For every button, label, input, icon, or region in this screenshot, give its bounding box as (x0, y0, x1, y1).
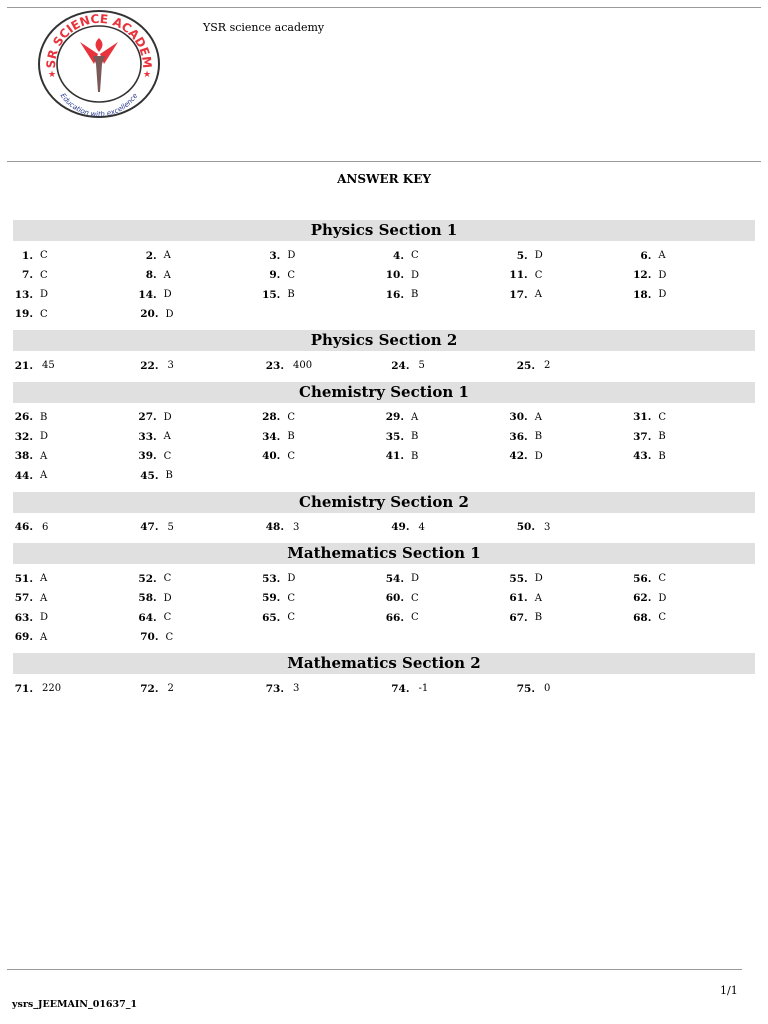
question-number: 2. (145, 249, 157, 262)
answer-value: 45 (42, 360, 55, 372)
answer-value: C (163, 573, 172, 585)
answer-item (631, 250, 755, 262)
answer-item (13, 592, 137, 604)
question-number: 28. (262, 411, 281, 424)
answer-value: D (163, 289, 172, 301)
answer-value: A (40, 592, 48, 604)
answer-value: B (40, 411, 48, 423)
section-heading: Chemistry Section 2 (13, 492, 755, 513)
question-number: 13. (14, 288, 33, 301)
answer-value: B (534, 431, 543, 443)
question-number: 60. (385, 592, 405, 605)
answer-row (13, 589, 755, 609)
question-number: 19. (14, 308, 33, 321)
question-number: 35. (385, 430, 405, 443)
answer-value: 5 (167, 521, 174, 533)
question-number: 1. (22, 249, 33, 262)
answer-item (384, 411, 508, 423)
question-number: 62. (633, 592, 652, 605)
question-number: 43. (633, 450, 652, 463)
answer-value: 3 (293, 521, 300, 533)
answer-item (137, 450, 261, 462)
answer-value: A (658, 250, 666, 262)
question-number: 24. (391, 359, 410, 372)
answer-item (631, 431, 755, 443)
question-number: 20. (140, 308, 159, 321)
section-heading: Chemistry Section 1 (13, 382, 755, 403)
question-number: 40. (262, 450, 281, 463)
question-number: 15. (262, 288, 281, 301)
answer-item (13, 269, 137, 281)
answer-item (137, 411, 261, 423)
answer-item (508, 250, 632, 262)
answer-value: 6 (42, 521, 49, 533)
answer-item (13, 631, 139, 643)
answer-item (508, 431, 632, 443)
answer-item (508, 612, 632, 624)
answer-item (13, 289, 137, 301)
question-number: 51. (14, 572, 33, 585)
question-number: 14. (138, 288, 157, 301)
question-number: 3. (269, 249, 281, 262)
section-answers (13, 674, 755, 705)
question-number: 59. (262, 592, 281, 605)
question-number: 45. (140, 469, 159, 482)
question-number: 70. (140, 631, 159, 644)
answer-value: 0 (544, 683, 551, 695)
question-number: 64. (138, 611, 157, 624)
answer-item (508, 289, 632, 301)
answer-value: 3 (544, 521, 551, 533)
question-number: 21. (14, 359, 33, 372)
answer-key-title: ANSWER KEY (337, 172, 431, 186)
question-number: 12. (633, 269, 652, 282)
answer-item (137, 289, 261, 301)
answer-value: C (40, 308, 48, 320)
section-heading: Physics Section 1 (13, 220, 755, 241)
answer-item (515, 683, 641, 695)
answer-row (13, 628, 755, 648)
logo-arc-text: SR SCIENCE ACADEM (43, 11, 155, 69)
answer-item (13, 683, 139, 695)
question-number: 67. (509, 611, 528, 624)
answer-item (260, 269, 384, 281)
answer-value: 4 (418, 521, 425, 533)
answer-value: D (534, 573, 543, 585)
answer-item (13, 250, 137, 262)
section-answers (13, 513, 755, 544)
question-number: 74. (391, 682, 410, 695)
answer-value: A (40, 573, 48, 585)
answer-value: A (40, 631, 48, 643)
answer-item (139, 631, 265, 643)
answer-row (13, 285, 755, 305)
section-heading: Physics Section 2 (13, 330, 755, 351)
question-number: 41. (385, 450, 405, 463)
answer-value: C (287, 450, 295, 462)
section-answers (13, 351, 755, 382)
answer-value: B (165, 470, 173, 482)
question-number: 30. (509, 411, 528, 424)
answer-item (508, 592, 632, 604)
question-number: 44. (14, 469, 33, 482)
question-number: 75. (516, 682, 535, 695)
answer-item (13, 521, 139, 533)
answer-value: A (40, 470, 48, 482)
answer-item (384, 431, 508, 443)
question-number: 16. (385, 288, 405, 301)
question-number: 49. (391, 521, 410, 534)
question-number: 11. (509, 269, 528, 282)
answer-value: C (287, 612, 295, 624)
answer-item (260, 573, 384, 585)
answer-item (631, 411, 755, 423)
answer-item (264, 360, 390, 372)
answer-item (508, 411, 632, 423)
question-number: 50. (516, 521, 535, 534)
question-number: 54. (385, 572, 405, 585)
answer-value: A (411, 411, 419, 423)
answer-value: D (287, 250, 296, 262)
question-number: 34. (262, 430, 281, 443)
answer-row (13, 608, 755, 628)
question-number: 5. (516, 249, 528, 262)
answer-value: D (658, 269, 667, 281)
answer-item (260, 450, 384, 462)
academy-name: YSR science academy (203, 21, 325, 34)
question-number: 4. (393, 249, 405, 262)
answer-value: D (163, 411, 172, 423)
answer-item (384, 612, 508, 624)
answer-value: C (411, 250, 419, 262)
question-number: 7. (22, 269, 33, 282)
answer-value: C (534, 269, 543, 281)
question-number: 66. (385, 611, 405, 624)
question-number: 65. (262, 611, 281, 624)
answer-item (264, 521, 390, 533)
answer-row (13, 569, 755, 589)
answer-value: D (163, 592, 172, 604)
question-number: 27. (138, 411, 157, 424)
answer-item (384, 450, 508, 462)
answer-value: 400 (293, 360, 313, 372)
section-answers (13, 564, 755, 653)
answer-item (139, 683, 265, 695)
answer-value: A (163, 269, 171, 281)
answer-value: 5 (418, 360, 425, 372)
question-number: 53. (262, 572, 281, 585)
answer-item (13, 573, 137, 585)
answer-value: C (411, 592, 419, 604)
answer-item (390, 683, 516, 695)
answer-value: -1 (418, 683, 429, 695)
question-number: 55. (509, 572, 528, 585)
question-number: 73. (265, 682, 284, 695)
question-number: 18. (633, 288, 652, 301)
answer-value: D (534, 450, 543, 462)
question-number: 36. (509, 430, 528, 443)
answer-item (508, 573, 632, 585)
answer-item (384, 573, 508, 585)
answer-item (515, 521, 641, 533)
question-number: 26. (14, 411, 33, 424)
answer-value: A (534, 411, 542, 423)
answer-item (137, 250, 261, 262)
question-number: 39. (138, 450, 157, 463)
question-number: 31. (633, 411, 652, 424)
answer-value: D (534, 250, 543, 262)
answer-value: B (658, 431, 666, 443)
answer-item (508, 450, 632, 462)
answer-value: D (658, 592, 667, 604)
answer-value: A (534, 289, 542, 301)
answer-row (13, 447, 755, 467)
answer-value: A (163, 431, 171, 443)
answer-row (13, 466, 755, 486)
answer-value: 3 (293, 683, 300, 695)
answer-row (13, 305, 755, 325)
question-number: 32. (14, 430, 33, 443)
answer-item (384, 592, 508, 604)
question-number: 57. (14, 592, 33, 605)
logo-graphic (36, 10, 162, 120)
question-number: 46. (14, 521, 33, 534)
svg-text:★: ★ (48, 70, 57, 80)
logo-tagline: Education with excellence (58, 91, 140, 119)
answer-value: C (287, 592, 295, 604)
question-number: 56. (633, 572, 652, 585)
section-answers (13, 403, 755, 492)
answer-item (137, 592, 261, 604)
question-number: 72. (140, 682, 159, 695)
answer-value: C (163, 612, 172, 624)
answer-value: D (40, 431, 49, 443)
answer-row (13, 518, 755, 538)
question-number: 6. (640, 249, 652, 262)
answer-item (13, 612, 137, 624)
answer-value: C (163, 450, 172, 462)
answer-row (13, 408, 755, 428)
footer-divider (7, 969, 742, 970)
answer-value: C (658, 573, 667, 585)
answer-item (137, 431, 261, 443)
page-number: 1/1 (720, 984, 738, 997)
answer-value: B (411, 431, 419, 443)
answer-item (13, 360, 139, 372)
answer-value: 220 (42, 683, 62, 695)
answer-value: D (411, 269, 420, 281)
question-number: 33. (138, 430, 157, 443)
answer-item (13, 411, 137, 423)
paper-code: ysrs_JEEMAIN_01637_1 (12, 999, 138, 1010)
question-number: 58. (138, 592, 157, 605)
answer-item (631, 592, 755, 604)
answer-item (390, 521, 516, 533)
answer-value: D (658, 289, 667, 301)
section-answers (13, 241, 755, 330)
answer-item (139, 308, 265, 320)
answer-item (631, 289, 755, 301)
answer-item (390, 360, 516, 372)
answer-value: D (40, 289, 49, 301)
answer-item (260, 592, 384, 604)
answer-value: A (40, 450, 48, 462)
question-number: 69. (14, 631, 33, 644)
question-number: 47. (140, 521, 159, 534)
answer-item (384, 269, 508, 281)
answer-value: 3 (167, 360, 174, 372)
answer-row (13, 427, 755, 447)
answer-row (13, 679, 755, 699)
answer-row (13, 266, 755, 286)
answer-item (137, 269, 261, 281)
question-number: 8. (145, 269, 157, 282)
question-number: 9. (269, 269, 281, 282)
question-number: 63. (14, 611, 33, 624)
answer-value: C (658, 411, 667, 423)
answer-value: D (411, 573, 420, 585)
answer-value: C (658, 612, 667, 624)
answer-item (631, 269, 755, 281)
answer-item (264, 683, 390, 695)
answer-key-content (13, 220, 755, 705)
section-heading: Mathematics Section 1 (13, 543, 755, 564)
answer-value: B (287, 289, 295, 301)
answer-item (139, 470, 265, 482)
answer-row (13, 356, 755, 376)
answer-value: C (40, 269, 48, 281)
answer-value: C (287, 269, 295, 281)
question-number: 23. (265, 359, 284, 372)
answer-value: C (287, 411, 295, 423)
question-number: 61. (509, 592, 528, 605)
answer-value: 2 (544, 360, 551, 372)
answer-item (508, 269, 632, 281)
answer-value: D (165, 308, 174, 320)
question-number: 68. (633, 611, 652, 624)
answer-item (13, 431, 137, 443)
question-number: 52. (138, 572, 157, 585)
header-divider (7, 161, 761, 162)
answer-value: D (287, 573, 296, 585)
top-divider (7, 7, 761, 8)
academy-logo (36, 10, 162, 120)
question-number: 42. (509, 450, 528, 463)
answer-item (260, 411, 384, 423)
question-number: 48. (265, 521, 284, 534)
answer-item (13, 308, 139, 320)
answer-item (384, 250, 508, 262)
answer-item (384, 289, 508, 301)
answer-value: A (163, 250, 171, 262)
answer-value: B (287, 431, 295, 443)
answer-item (631, 612, 755, 624)
question-number: 22. (140, 359, 159, 372)
answer-item (260, 431, 384, 443)
answer-value: B (411, 289, 419, 301)
svg-text:★: ★ (143, 70, 152, 80)
answer-value: B (411, 450, 419, 462)
answer-value: B (658, 450, 666, 462)
answer-item (631, 450, 755, 462)
question-number: 37. (633, 430, 652, 443)
question-number: 25. (516, 359, 535, 372)
answer-item (137, 573, 261, 585)
section-heading: Mathematics Section 2 (13, 653, 755, 674)
answer-value: C (411, 612, 419, 624)
answer-item (260, 289, 384, 301)
answer-row (13, 246, 755, 266)
answer-value: B (534, 612, 543, 624)
answer-item (515, 360, 641, 372)
question-number: 17. (509, 288, 528, 301)
question-number: 10. (385, 269, 405, 282)
answer-value: C (165, 631, 174, 643)
question-number: 71. (14, 682, 33, 695)
answer-value: C (40, 250, 48, 262)
question-number: 38. (14, 450, 33, 463)
torch-icon (80, 38, 118, 92)
answer-item (13, 470, 139, 482)
answer-value: D (40, 612, 49, 624)
answer-item (13, 450, 137, 462)
question-number: 29. (385, 411, 405, 424)
answer-value: A (534, 592, 542, 604)
answer-item (139, 521, 265, 533)
answer-item (260, 612, 384, 624)
answer-item (631, 573, 755, 585)
answer-item (260, 250, 384, 262)
answer-item (139, 360, 265, 372)
answer-value: 2 (167, 683, 174, 695)
answer-item (137, 612, 261, 624)
